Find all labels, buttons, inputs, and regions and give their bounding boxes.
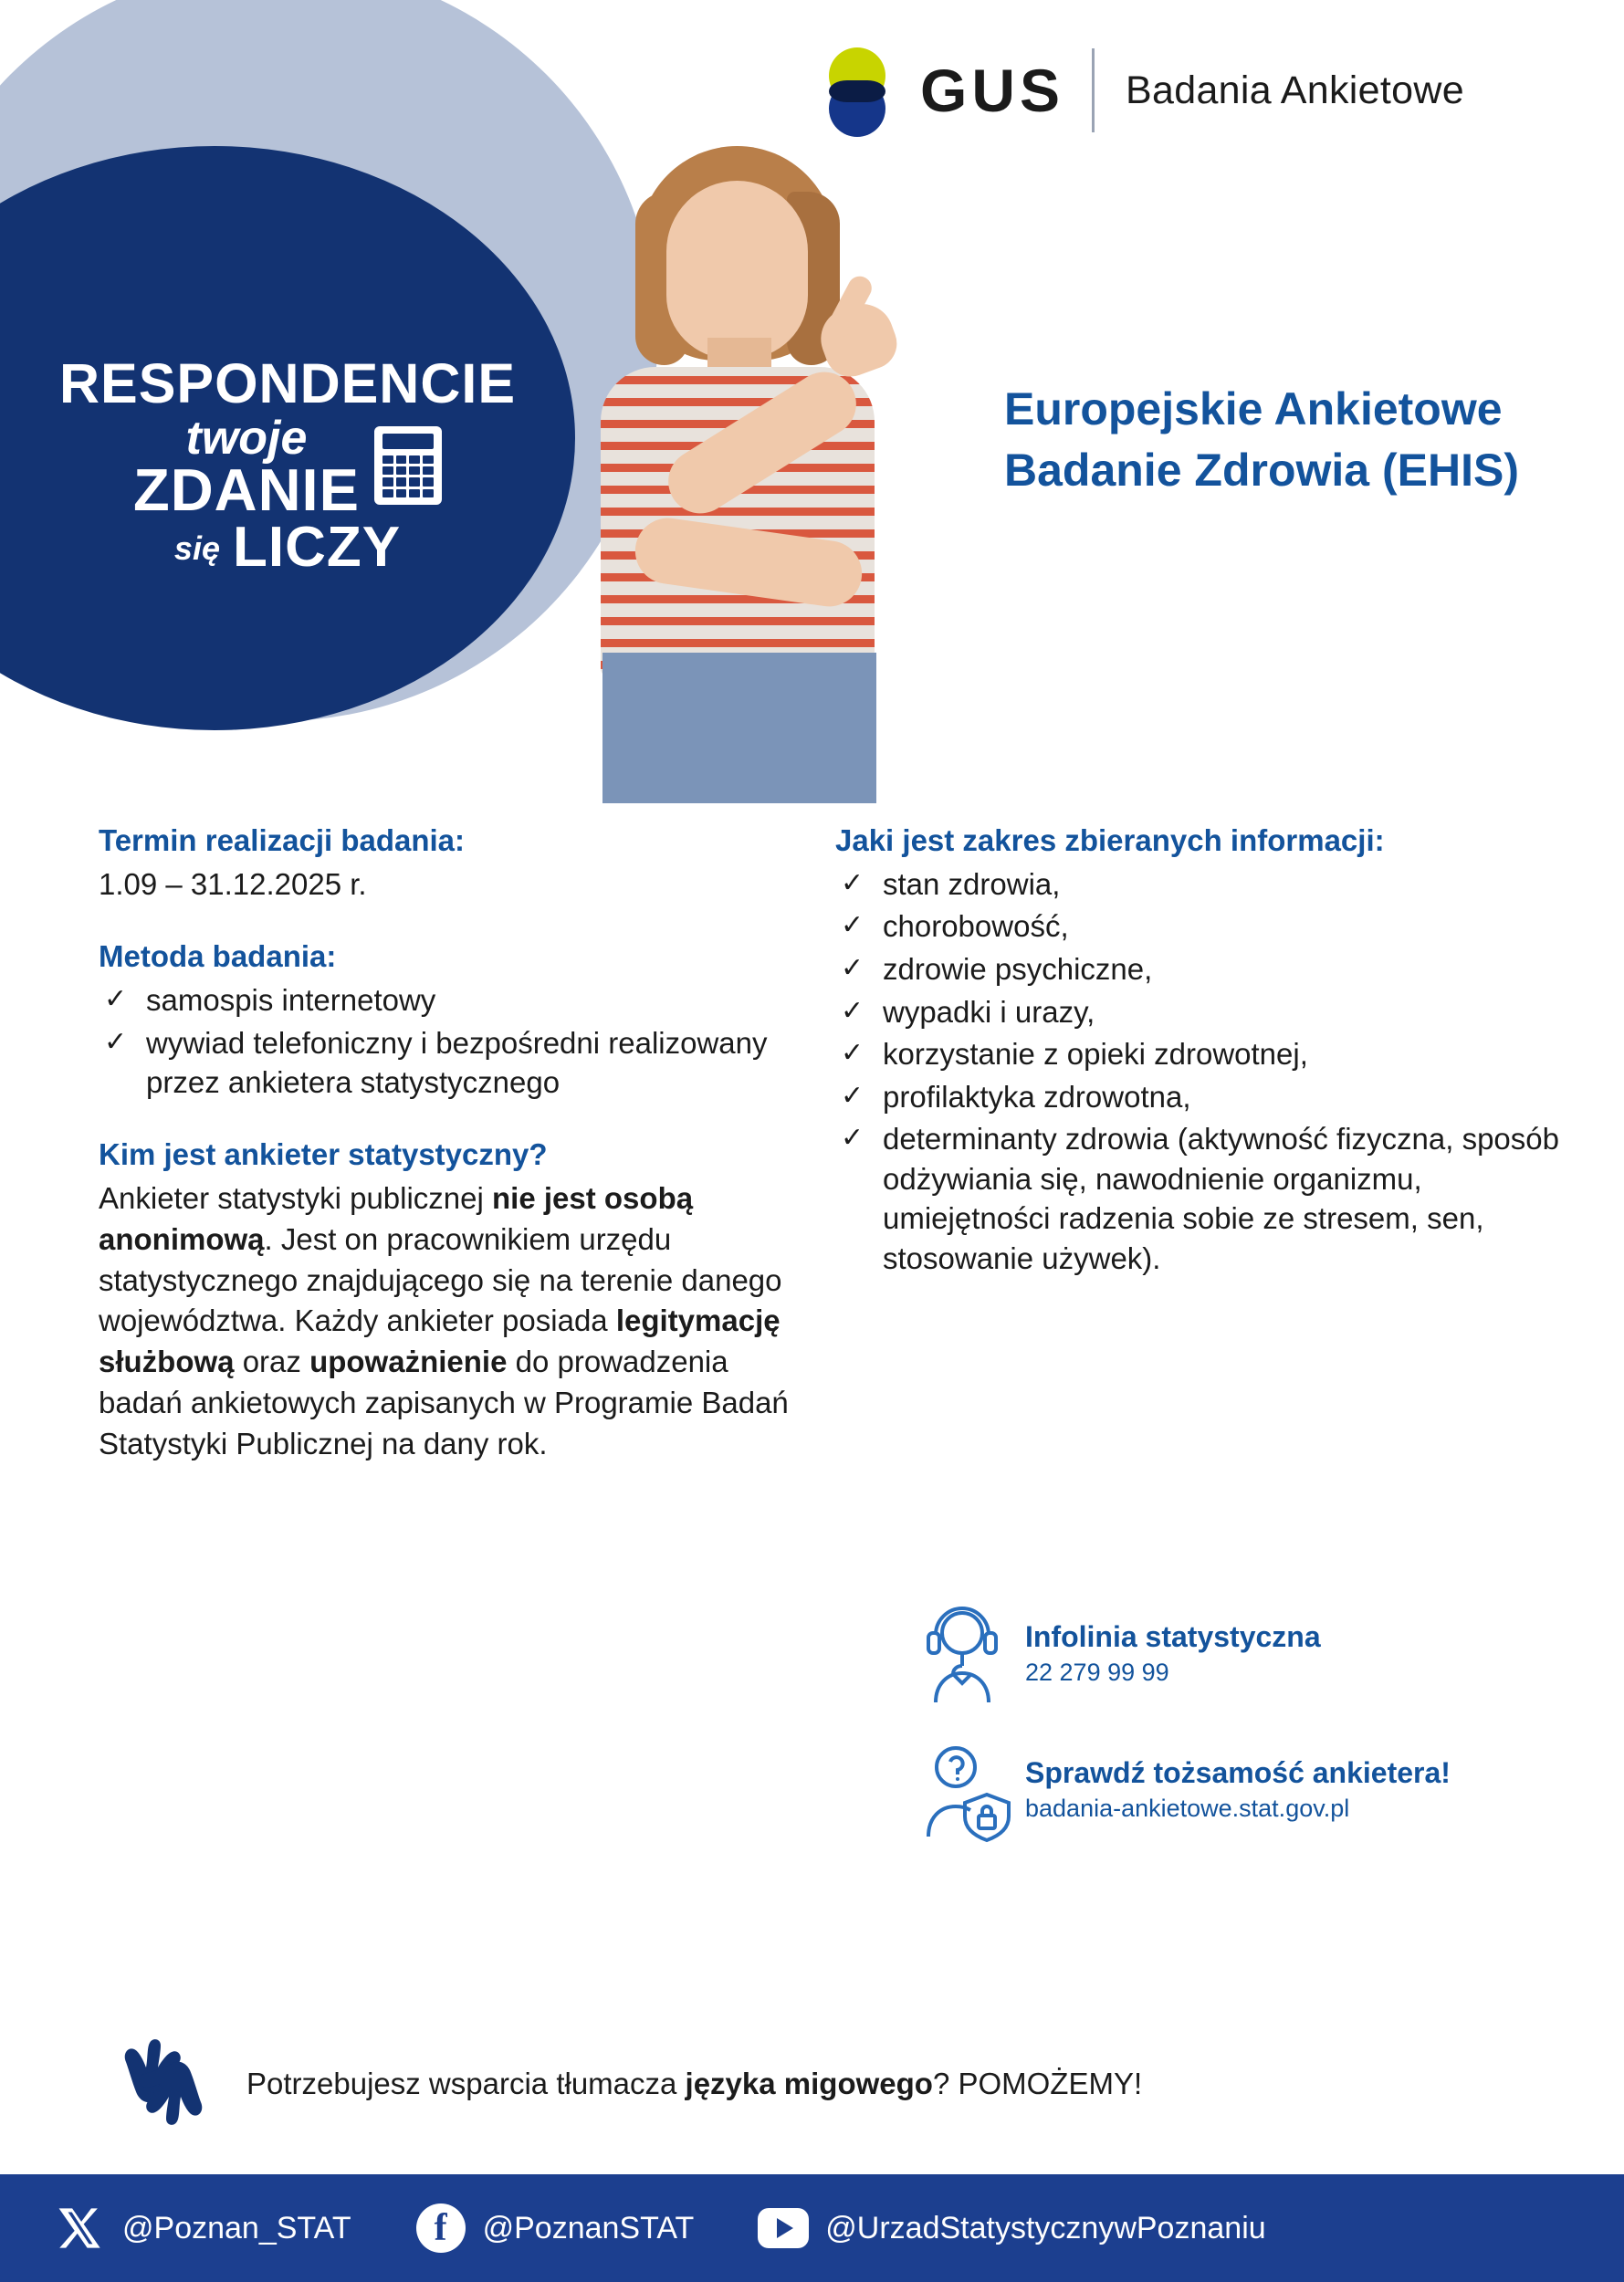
page-title: Europejskie Ankietowe Badanie Zdrowia (EHIS)	[1004, 383, 1519, 496]
social-x[interactable]	[55, 2203, 351, 2254]
method-list	[99, 980, 792, 1103]
check-icon: ✓	[841, 952, 864, 983]
header-subtitle: Badania Ankietowe	[1126, 68, 1464, 112]
list-item: ✓ wywiad telefoniczny i bezpośredni realizowany przez ankietera statystycznego	[104, 1025, 768, 1100]
list-item: ✓ samospis internetowy	[104, 983, 436, 1018]
calculator-icon	[374, 426, 442, 505]
list-item: ✓ korzystanie z opieki zdrowotnej,	[841, 1037, 1308, 1072]
check-icon: ✓	[841, 1080, 864, 1111]
contact-hotline	[908, 1602, 1584, 1714]
hero-line-4: się	[173, 529, 220, 567]
youtube-icon[interactable]	[758, 2203, 809, 2254]
hero-line-3: ZDANIE	[133, 455, 360, 523]
contact-verify-title: Sprawdź tożsamość ankietera!	[1025, 1756, 1451, 1789]
social-facebook[interactable]	[415, 2203, 695, 2254]
scope-list	[835, 864, 1575, 1278]
identity-shield-icon	[908, 1738, 1025, 1850]
hero-line-1: RESPONDENCIE	[58, 352, 517, 414]
gus-logo-mark-icon	[822, 46, 911, 135]
list-item: ✓ chorobowość,	[841, 909, 1069, 944]
list-item: ✓ stan zdrowia,	[841, 866, 1061, 901]
gus-logo	[822, 46, 1064, 135]
check-icon: ✓	[841, 910, 864, 941]
social-facebook-handle[interactable]: @PoznanSTAT	[482, 2210, 695, 2245]
facebook-icon[interactable]: f	[415, 2203, 466, 2254]
right-column	[835, 822, 1575, 1281]
contact-section	[908, 1602, 1584, 1874]
contact-verify-url[interactable]: badania-ankietowe.stat.gov.pl	[1025, 1795, 1350, 1822]
social-x-handle[interactable]: @Poznan_STAT	[122, 2210, 351, 2245]
term-block	[99, 822, 792, 905]
contact-verify[interactable]	[908, 1738, 1584, 1850]
hero-slogan	[27, 352, 548, 579]
interviewer-block	[99, 1136, 792, 1465]
contact-verify-text	[1025, 1738, 1451, 1823]
term-value: 1.09 – 31.12.2025 r.	[99, 866, 367, 901]
contact-hotline-title: Infolinia statystyczna	[1025, 1620, 1321, 1653]
social-youtube-handle[interactable]: @UrzadStatystycznywPoznaniu	[825, 2210, 1266, 2245]
header-divider	[1092, 48, 1095, 132]
sign-language-text: Potrzebujesz wsparcia tłumacza języka migowego? POMOŻEMY!	[246, 2066, 1143, 2100]
hero-line-5: LICZY	[232, 515, 402, 579]
sign-language-hands-icon	[110, 2031, 219, 2136]
method-block	[99, 937, 792, 1103]
header	[822, 31, 1579, 150]
contact-hotline-number: 22 279 99 99	[1025, 1659, 1169, 1686]
social-youtube[interactable]	[758, 2203, 1265, 2254]
check-icon: ✓	[841, 1123, 864, 1154]
hero-line-2: twoje	[185, 412, 308, 465]
interviewer-heading: Kim jest ankieter statystyczny?	[99, 1136, 548, 1171]
scope-heading: Jaki jest zakres zbieranych informacji:	[835, 823, 1385, 857]
x-twitter-icon[interactable]	[55, 2203, 106, 2254]
left-column	[99, 822, 792, 1498]
method-heading: Metoda badania:	[99, 939, 337, 974]
term-heading: Termin realizacji badania:	[99, 823, 466, 857]
footer	[0, 2174, 1624, 2282]
headset-operator-icon	[908, 1602, 1025, 1714]
check-icon: ✓	[841, 1038, 864, 1069]
list-item: ✓ zdrowie psychiczne,	[841, 951, 1153, 986]
contact-hotline-text	[1025, 1602, 1321, 1687]
list-item: ✓ wypadki i urazy,	[841, 994, 1095, 1029]
check-icon: ✓	[104, 1026, 128, 1057]
gus-logo-text: GUS	[920, 57, 1065, 124]
check-icon: ✓	[104, 984, 128, 1015]
list-item: ✓ profilaktyka zdrowotna,	[841, 1079, 1191, 1114]
interviewer-paragraph: Ankieter statystyki publicznej nie jest osobą anonimową. Jest on pracownikiem urzędu statystycznego znajdującego się na terenie danego województwa. Każdy ankieter posiada legitymację służbową oraz upoważnienie do prowadzenia badań ankietowych zapisanych w Programie Badań Statystyki Publicznej na dany rok.	[99, 1180, 789, 1461]
sign-language-bar	[110, 2031, 1534, 2136]
check-icon: ✓	[841, 995, 864, 1026]
check-icon: ✓	[841, 867, 864, 898]
respondent-photo	[548, 137, 931, 803]
list-item: ✓ determinanty zdrowia (aktywność fizyczna, sposób odżywiania się, nawodnienie organizmu, umiejętności radzenia sobie ze stresem, sen, stosowanie używek).	[841, 1122, 1559, 1275]
